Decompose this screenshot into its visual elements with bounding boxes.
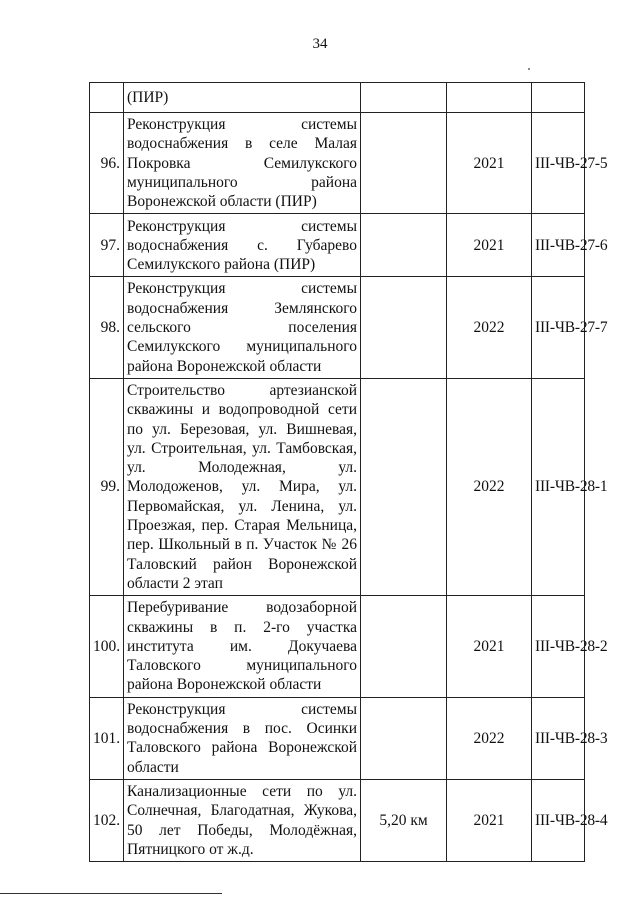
project-year: 2021 <box>447 596 532 697</box>
project-code: III-ЧВ-28-3 <box>532 697 585 779</box>
project-code: III-ЧВ-27-6 <box>532 214 585 277</box>
row-number: 99. <box>90 378 124 595</box>
table-row <box>90 779 585 861</box>
table-row <box>90 83 585 113</box>
project-name: Канализационные сети по ул. Солнечная, Благодатная, Жукова, 50 лет Победы, Молодёжная, Пятницкого от ж.д. <box>124 779 361 861</box>
row-number <box>90 83 124 113</box>
row-number: 96. <box>90 113 124 214</box>
project-quantity: 5,20 км <box>361 779 447 861</box>
project-code: III-ЧВ-27-7 <box>532 277 585 378</box>
row-number: 98. <box>90 277 124 378</box>
project-name: Строительство артезианской скважины и водопроводной сети по ул. Березовая, ул. Вишневая, ул. Строительная, ул. Тамбовская, ул. Молодежная, ул. Молодоженов, ул. Мира, ул. Первомайская, ул. Ленина, ул. Проезжая, пер. Старая Мельница, пер. Школьный в п. Участок № 26 Таловский район Воронежской области 2 этап <box>124 378 361 595</box>
row-number: 101. <box>90 697 124 779</box>
table-row <box>90 277 585 378</box>
project-year: 2021 <box>447 113 532 214</box>
project-year: 2022 <box>447 378 532 595</box>
project-name: Реконструкция системы водоснабжения Землянского сельского поселения Семилукского муниципального района Воронежской области <box>124 277 361 378</box>
project-name: Реконструкция системы водоснабжения в пос. Осинки Таловского района Воронежской области <box>124 697 361 779</box>
project-name: Реконструкция системы водоснабжения в селе Малая Покровка Семилукского муниципального района Воронежской области (ПИР) <box>124 113 361 214</box>
table-row <box>90 113 585 214</box>
table-row <box>90 378 585 595</box>
projects-table <box>89 82 608 862</box>
project-code: III-ЧВ-28-1 <box>532 378 585 595</box>
project-year: 2022 <box>447 697 532 779</box>
project-quantity <box>361 113 447 214</box>
project-name: (ПИР) <box>124 83 361 113</box>
project-code: III-ЧВ-28-4 <box>532 779 585 861</box>
project-code <box>532 83 585 113</box>
project-code: III-ЧВ-27-5 <box>532 113 585 214</box>
table-row <box>90 697 585 779</box>
scan-speck <box>528 68 530 70</box>
project-year: 2022 <box>447 277 532 378</box>
project-quantity <box>361 596 447 697</box>
project-quantity <box>361 378 447 595</box>
project-name: Перебуривание водозаборной скважины в п. 2-го участка института им. Докучаева Таловского муниципального района Воронежской области <box>124 596 361 697</box>
project-year: 2021 <box>447 779 532 861</box>
project-quantity <box>361 83 447 113</box>
project-year <box>447 83 532 113</box>
page-number: 34 <box>312 36 328 52</box>
row-number: 102. <box>90 779 124 861</box>
row-number: 100. <box>90 596 124 697</box>
project-year: 2021 <box>447 214 532 277</box>
project-quantity <box>361 697 447 779</box>
row-number: 97. <box>90 214 124 277</box>
table-row <box>90 596 585 697</box>
project-quantity <box>361 277 447 378</box>
project-quantity <box>361 214 447 277</box>
project-code: III-ЧВ-28-2 <box>532 596 585 697</box>
project-name: Реконструкция системы водоснабжения с. Губарево Семилукского района (ПИР) <box>124 214 361 277</box>
table-row <box>90 214 585 277</box>
footnote-separator <box>0 893 222 894</box>
